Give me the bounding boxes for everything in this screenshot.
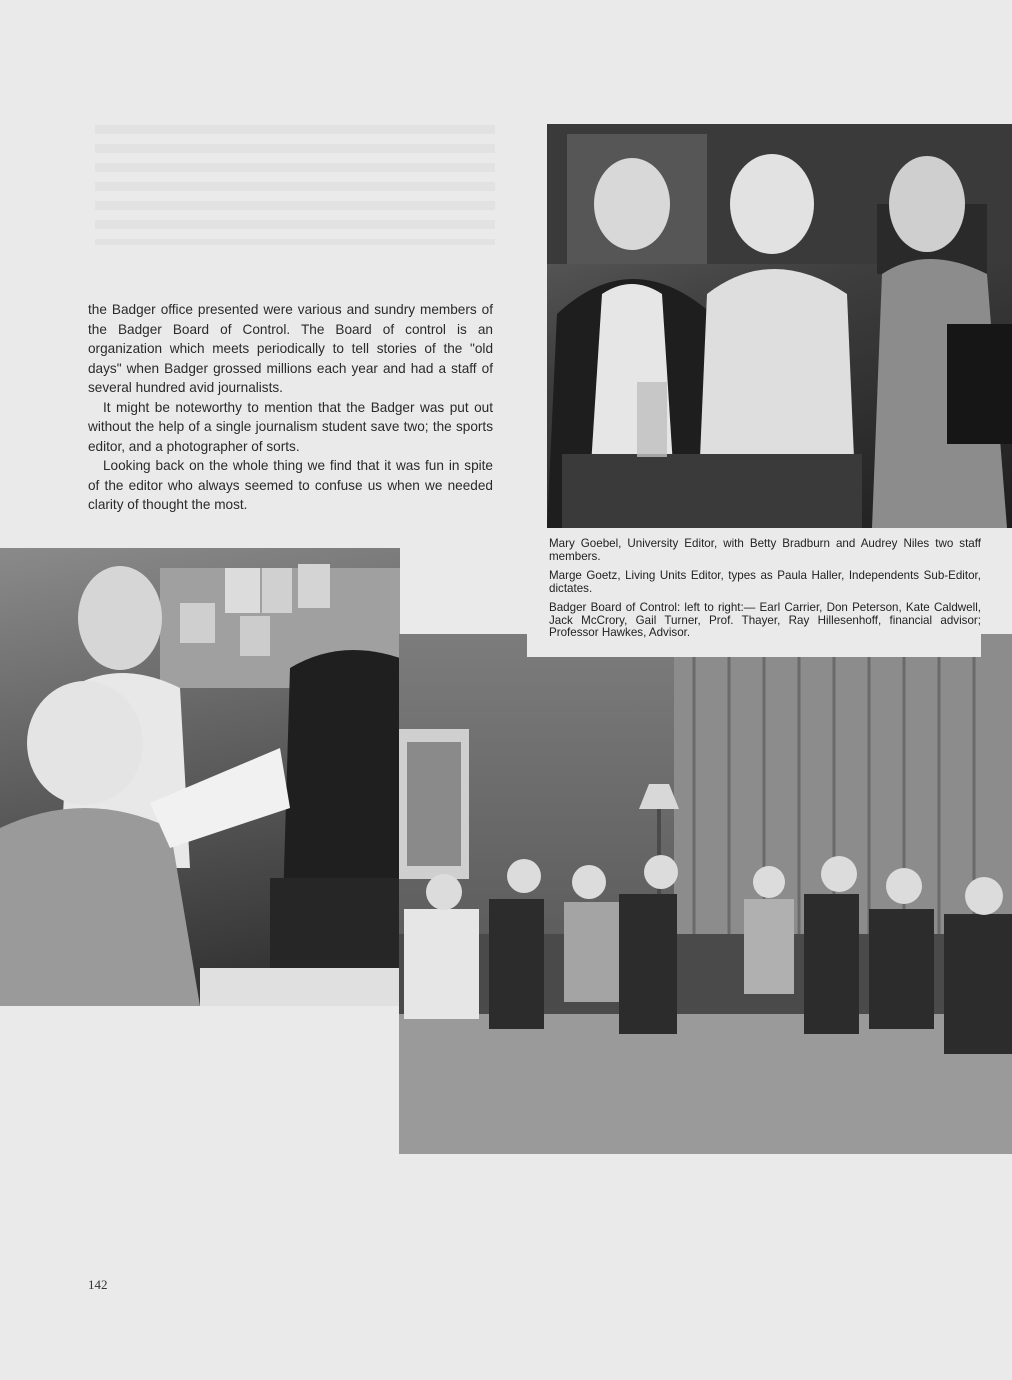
photo-board-of-control-illustration [399, 634, 1012, 1154]
photo-typewriter [0, 548, 400, 1006]
photo-typewriter-illustration [0, 548, 400, 1006]
caption-typewriter: Marge Goetz, Living Units Editor, types as Paula Haller, Independents Sub-Editor, dictates. [549, 569, 981, 595]
body-paragraph-3: Looking back on the whole thing we find that it was fun in spite of the editor who always seemed to confuse us when we needed clarity of thought the most. [88, 458, 493, 512]
body-paragraph-1: the Badger office presented were various and sundry members of the Badger Board of Control. The Board of control is an organization which meets periodically to tell stories of the "old days" when Badger grossed millions each year and had a staff of several hundred avid journalists. [88, 302, 493, 395]
body-paragraph-2: It might be noteworthy to mention that the Badger was put out without the help of a single journalism student save two; the sports editor, and a photographer of sorts. [88, 399, 493, 454]
caption-staff-members: Mary Goebel, University Editor, with Betty Bradburn and Audrey Niles two staff members. [549, 537, 981, 563]
photo-staff-members [547, 124, 1012, 528]
bleed-through-text [95, 125, 495, 245]
photo-captions [527, 532, 981, 657]
caption-board-of-control: Badger Board of Control: left to right:— Earl Carrier, Don Peterson, Kate Caldwell, Jack McCrory, Gail Turner, Prof. Thayer, Ray Hillesenhoff, financial advisor; Professor Hawkes, Advisor. [549, 601, 981, 639]
page-number: 142 [88, 1277, 108, 1292]
article-body [88, 300, 493, 515]
photo-board-of-control [399, 634, 1012, 1154]
photo-staff-members-illustration [547, 124, 1012, 528]
